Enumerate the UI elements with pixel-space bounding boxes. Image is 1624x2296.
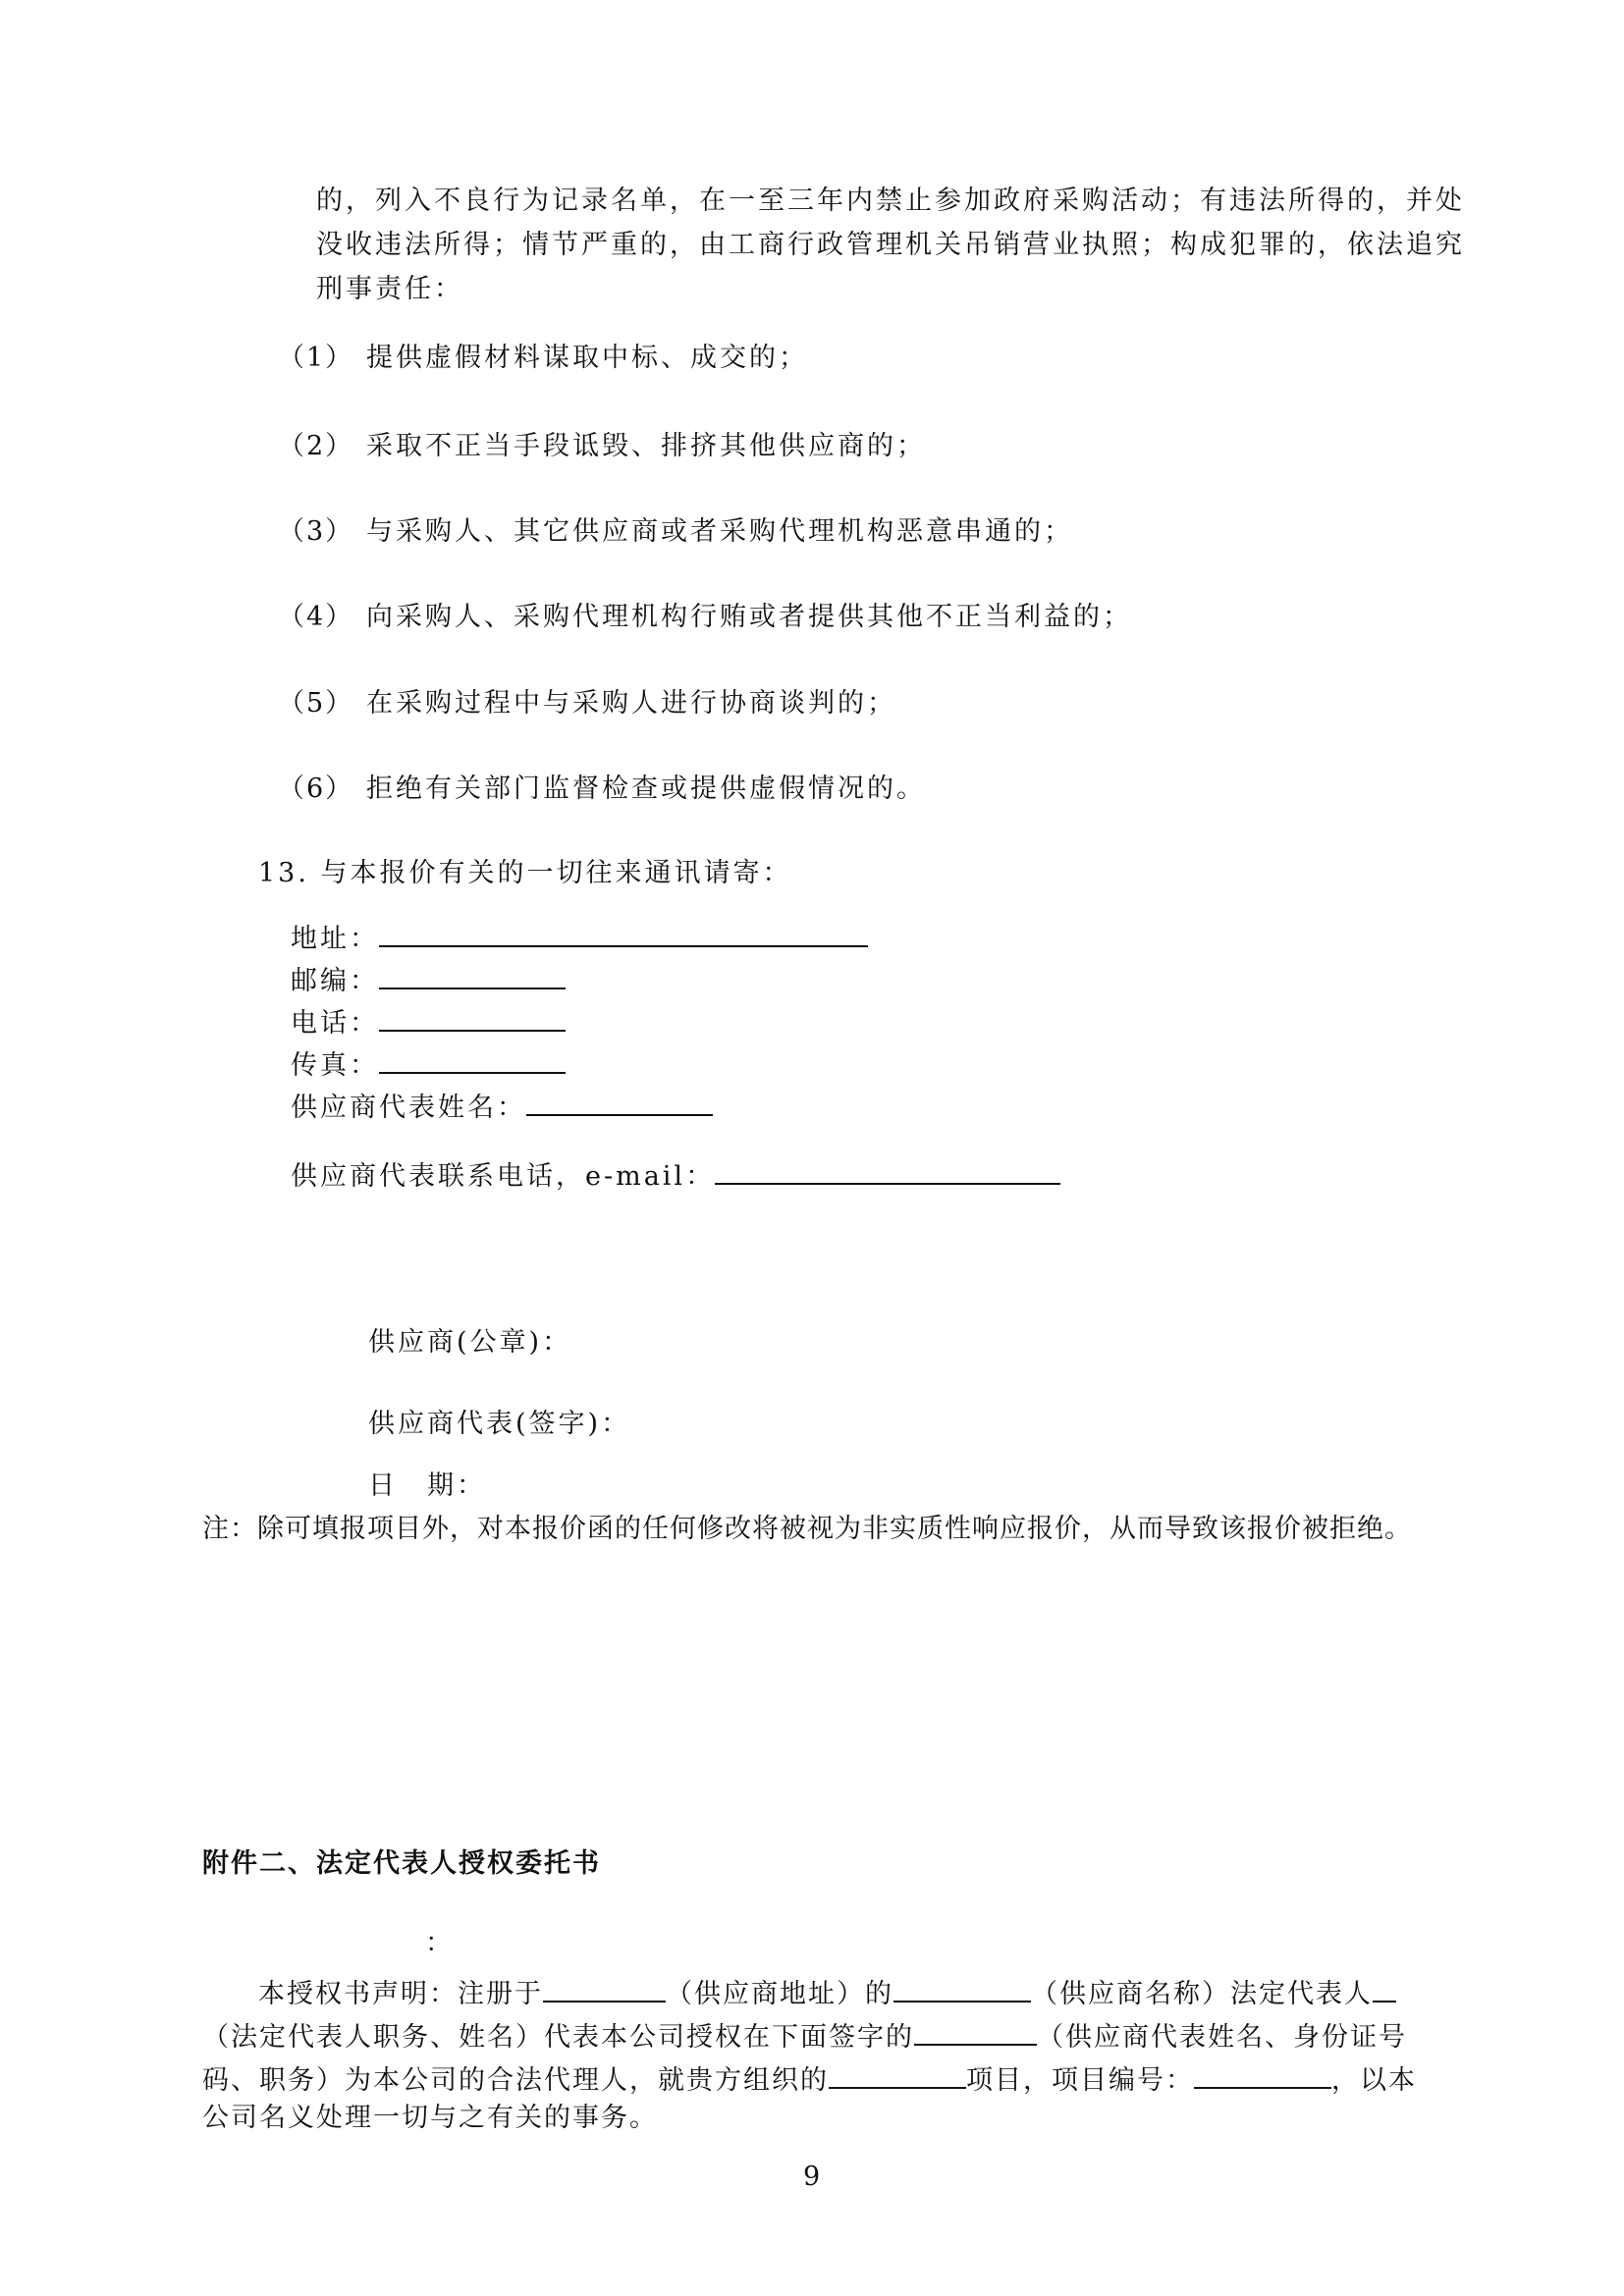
page-number: 9 (803, 2162, 821, 2192)
address-field[interactable] (379, 918, 868, 947)
item-number: （4） (278, 602, 354, 632)
annex2-line-2 (202, 2014, 1407, 2056)
supplier-rep-field[interactable] (914, 2014, 1037, 2046)
list-item (278, 341, 808, 376)
item-text: 在采购过程中与采购人进行协商谈判的； (366, 688, 896, 719)
rep-name-field[interactable] (526, 1087, 713, 1116)
legal-rep-field[interactable] (1373, 1971, 1396, 2002)
rep-contact-label: 供应商代表联系电话，e-mail： (291, 1161, 716, 1192)
item-number: （1） (278, 343, 354, 373)
rep-contact-field[interactable] (715, 1155, 1060, 1185)
phone-label: 电话： (291, 1008, 379, 1039)
rep-sign-label: 供应商代表(签字)： (368, 1409, 631, 1439)
annex2-text: 本授权书声明：注册于 (258, 1979, 543, 2009)
address-row (291, 918, 868, 957)
intro-line-2: 没收违法所得；情节严重的，由工商行政管理机关吊销营业执照；构成犯罪的，依法追究 (316, 230, 1465, 260)
item-text: 拒绝有关部门监督检查或提供虚假情况的。 (366, 774, 926, 804)
postcode-label: 邮编： (291, 966, 379, 996)
annex2-text: ，以本 (1331, 2065, 1417, 2096)
intro-line-1: 的，列入不良行为记录名单，在一至三年内禁止参加政府采购活动；有违法所得的，并处 (316, 186, 1465, 216)
item-text: 提供虚假材料谋取中标、成交的； (366, 343, 808, 373)
section-13-title: 13. 与本报价有关的一切往来通讯请寄： (258, 858, 792, 888)
annex2-text: 码、职务）为本公司的合法代理人，就贵方组织的 (202, 2065, 829, 2096)
postcode-field[interactable] (379, 960, 566, 989)
intro-line-3: 刑事责任： (316, 274, 463, 304)
annex2-text: （供应商代表姓名、身份证号 (1037, 2022, 1407, 2053)
item-number: （5） (278, 688, 354, 719)
fax-row (291, 1044, 566, 1084)
list-item (278, 686, 896, 721)
list-item (278, 514, 1073, 550)
rep-name-label: 供应商代表姓名： (291, 1093, 526, 1123)
rep-name-row (291, 1087, 713, 1126)
rep-contact-row (291, 1155, 1060, 1195)
recipient-colon: ： (425, 1928, 455, 1958)
phone-row (291, 1002, 566, 1041)
item-text: 与采购人、其它供应商或者采购代理机构恶意串通的； (366, 516, 1073, 547)
phone-field[interactable] (379, 1002, 566, 1032)
annex2-text: （法定代表人职务、姓名）代表本公司授权在下面签字的 (202, 2022, 914, 2053)
annex2-line-4: 公司名义处理一切与之有关的事务。 (202, 2103, 658, 2133)
annex2-title: 附件二、法定代表人授权委托书 (202, 1848, 601, 1879)
item-number: （3） (278, 516, 354, 547)
project-number-field[interactable] (1194, 2057, 1331, 2089)
postcode-row (291, 960, 566, 999)
annex2-line-1 (258, 1971, 1396, 2012)
list-item (278, 429, 926, 464)
supplier-name-field[interactable] (893, 1971, 1031, 2002)
seal-label: 供应商(公章)： (368, 1327, 572, 1358)
supplier-address-field[interactable] (543, 1971, 666, 2002)
annex2-text: （供应商名称）法定代表人 (1031, 1979, 1373, 2009)
date-label: 日 期： (368, 1470, 486, 1501)
annex2-line-3 (202, 2057, 1417, 2099)
item-number: （2） (278, 431, 354, 461)
note-text: 注：除可填报项目外，对本报价函的任何修改将被视为非实质性响应报价，从而导致该报价被拒绝。 (202, 1514, 1412, 1544)
list-item (278, 772, 926, 807)
item-text: 采取不正当手段诋毁、排挤其他供应商的； (366, 431, 926, 461)
annex2-text: 项目，项目编号： (966, 2065, 1194, 2096)
item-text: 向采购人、采购代理机构行贿或者提供其他不正当利益的； (366, 602, 1132, 632)
annex2-text: （供应商地址）的 (666, 1979, 893, 2009)
project-name-field[interactable] (829, 2057, 966, 2089)
address-label: 地址： (291, 924, 379, 954)
fax-field[interactable] (379, 1044, 566, 1074)
item-number: （6） (278, 774, 354, 804)
list-item (278, 600, 1132, 635)
fax-label: 传真： (291, 1050, 379, 1081)
